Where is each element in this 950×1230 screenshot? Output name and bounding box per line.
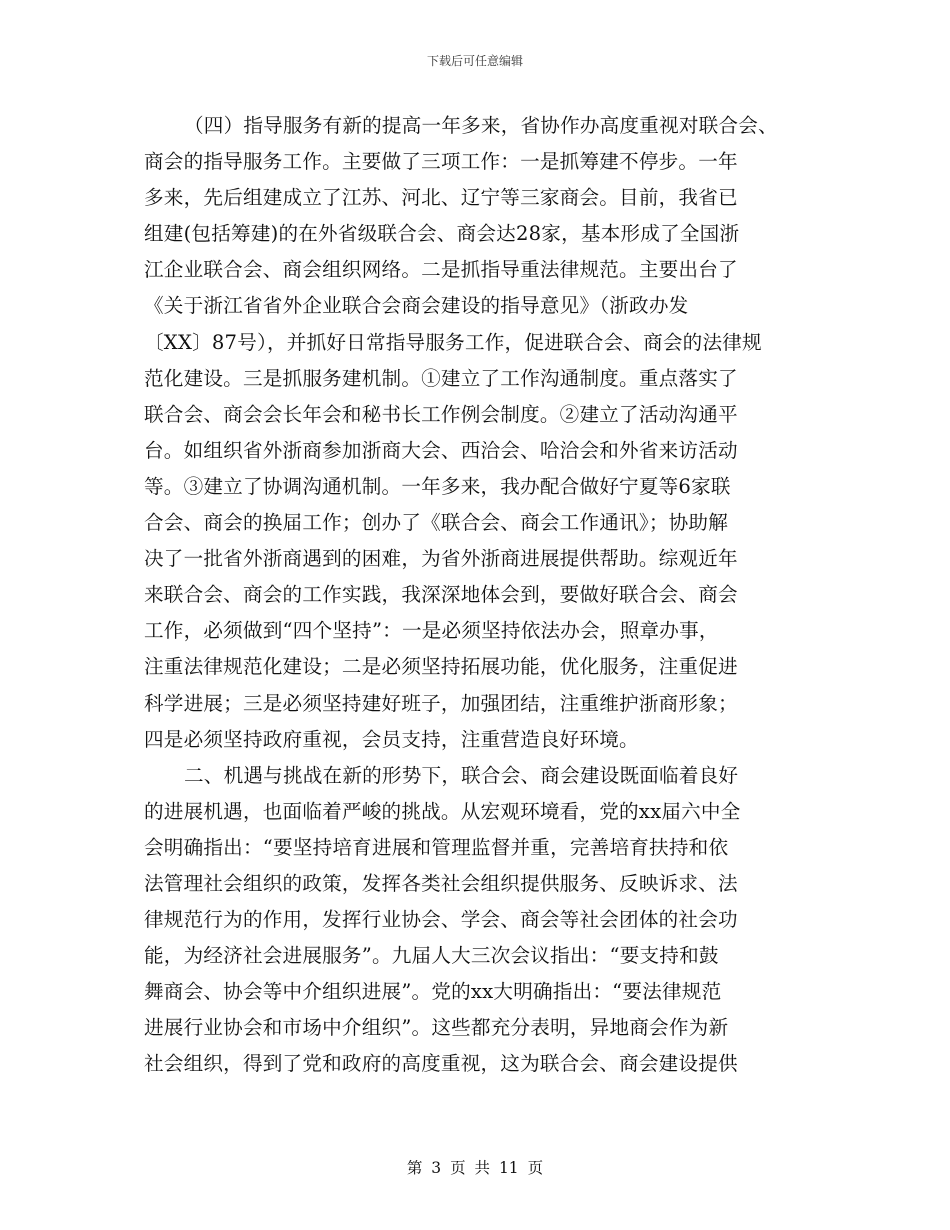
text-line: 能，为经济社会进展服务”。九届人大三次会议指出：“要支持和鼓 <box>144 944 719 968</box>
text-line: 会明确指出：“要坚持培育进展和管理监督并重，完善培育扶持和依 <box>144 835 729 859</box>
text-line: 等。③建立了协调沟通机制。一年多来，我办配合做好宁夏等6家联 <box>144 474 731 498</box>
text-line: 社会组织，得到了党和政府的高度重视，这为联合会、商会建设提供 <box>144 1052 738 1076</box>
text-line: 决了一批省外浙商遇到的困难，为省外浙商进展提供帮助。综观近年 <box>144 547 738 571</box>
text-line: 四是必须坚持政府重视，会员支持，注重营造良好环境。 <box>144 727 639 751</box>
document-body <box>144 108 804 1083</box>
text-line: 江企业联合会、商会组织网络。二是抓指导重法律规范。主要出台了 <box>144 258 738 282</box>
text-line: 范化建设。三是抓服务建机制。①建立了工作沟通制度。重点落实了 <box>144 366 738 390</box>
text-line: 二、机遇与挑战在新的形势下，联合会、商会建设既面临着良好 <box>184 763 739 787</box>
text-line: 来联合会、商会的工作实践，我深深地体会到，要做好联合会、商会 <box>144 583 738 607</box>
page-number: 第 3 页 共 11 页 <box>406 1159 544 1177</box>
text-line: 组建(包括筹建)的在外省级联合会、商会达28家，基本形成了全国浙 <box>144 222 740 246</box>
text-line: 科学进展；三是必须坚持建好班子，加强团结，注重维护浙商形象； <box>144 691 738 715</box>
text-line: （四）指导服务有新的提高一年多来，省协作办高度重视对联合会、 <box>184 114 778 137</box>
text-line: 律规范行为的作用，发挥行业协会、学会、商会等社会团体的社会功 <box>144 908 738 932</box>
text-line: 的进展机遇，也面临着严峻的挑战。从宏观环境看，党的xx届六中全 <box>144 799 741 823</box>
text-line: 工作，必须做到“四个坚持”：一是必须坚持依法办会，照章办事， <box>144 619 719 643</box>
text-line: 多来，先后组建成立了江苏、河北、辽宁等三家商会。目前，我省已 <box>144 186 738 210</box>
text-line: 商会的指导服务工作。主要做了三项工作：一是抓筹建不停步。一年 <box>144 150 738 174</box>
text-line: 《关于浙江省省外企业联合会商会建设的指导意见》（浙政办发 <box>144 294 689 318</box>
text-line: 合会、商会的换届工作；创办了《联合会、商会工作通讯》；协助解 <box>144 511 729 535</box>
text-line: 台。如组织省外浙商参加浙商大会、西洽会、哈洽会和外省来访活动 <box>144 438 738 462</box>
text-line: 〔XX〕87号），并抓好日常指导服务工作，促进联合会、商会的法律规 <box>144 330 762 354</box>
text-line: 注重法律规范化建设；二是必须坚持拓展功能，优化服务，注重促进 <box>144 655 738 679</box>
text-line: 进展行业协会和市场中介组织”。这些都充分表明，异地商会作为新 <box>144 1016 729 1040</box>
page-header-note: 下载后可任意编辑 <box>426 54 523 68</box>
text-line: 舞商会、协会等中介组织进展”。党的xx大明确指出：“要法律规范 <box>144 980 722 1004</box>
text-line: 法管理社会组织的政策，发挥各类社会组织提供服务、反映诉求、法 <box>144 871 738 895</box>
text-line: 联合会、商会会长年会和秘书长工作例会制度。②建立了活动沟通平 <box>144 402 738 426</box>
